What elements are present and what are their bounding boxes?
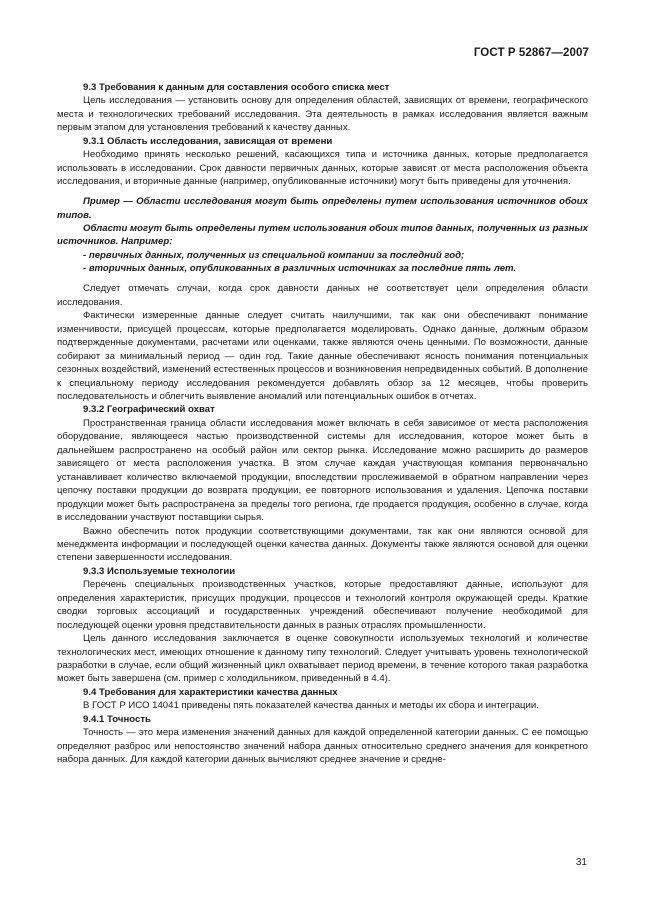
page-number: 31 (575, 857, 587, 868)
section-heading: 9.3 Требования к данным для составления особого списка мест (83, 82, 390, 93)
paragraph: Пространственная граница области исследования может включать в себя зависимое от места расположения оборудование, являющееся частью производственной системы для исследования, которое может быть в дальнейшем распространено на особый район или сектор рынка. Исследование можно расширить до размеров зависящего от места расположения участка. В этом случае каждая участвующая компания первоначально устанавливает количество включаемой продукции, впоследствии прослеживаемой в обратном направлении через цепочку поставки продукции до возврата продукции, ее повторного использования и удаления. Цепочка поставки продукции может быть распространена за пределы того региона, где продается продукция, особенно в случае, когда в исследовании участвуют поставщики сырья. (57, 417, 588, 524)
section-heading: 9.4.1 Точность (83, 713, 151, 725)
paragraph: Необходимо принять несколько решений, касающихся типа и источника данных, которые предполагается использовать в исследовании. Срок давности первичных данных, которые зависят от места расположения объекта исследования, и вторичные данные (например, опубликованные источники) могут быть приведены для уточнения. (57, 149, 588, 188)
example-list-item: - вторичных данных, опубликованных в различных источниках за последние пять лет. (83, 263, 517, 275)
paragraph: Цель исследования — установить основу для определения областей, зависящих от времени, географического места и технологических требований исследования. Эта деятельность в рамках исследования является важным первым этапом для установления требований к качеству данных. (57, 95, 588, 134)
paragraph: Фактически измеренные данные следует считать наилучшими, так как они обеспечивают понимание изменчивости, присущей процессам, которые предполагается моделировать. Однако данные, должным образом подтвержденные документами, расчетами или оценками, также являются очень ценными. По возможности, данные собирают за минимальный период — один год. Такие данные обеспечивают ясность понимания потенциальных сезонных воздействий, изменений естественных процессов и возникновения непредвиденных событий. В дополнение к специальному периоду исследования рекомендуется добавлять обзор за 12 месяцев, чтобы проверить последовательность и облегчить выявление аномалий или потенциальных ошибок в отчетах. (57, 310, 588, 402)
document-body (57, 81, 588, 767)
section-heading: 9.3.1 Область исследования, зависящая от времени (83, 135, 333, 147)
section-heading: 9.3.2 Географический охват (83, 404, 215, 416)
paragraph: Важно обеспечить поток продукции соответствующими документами, так как они являются основой для менеджмента информации и последующей оценки качества данных. Документы также являются основой для оценки степени завершенности исследования. (57, 525, 588, 564)
paragraph: Цель данного исследования заключается в оценке совокупности используемых технологий и количестве технологических мест, имеющих отношение к данному типу технологий. Следует учитывать уровень технологической разработки в случае, если общий жизненный цикл охватывает период времени, в течение которого такая разработка может быть завершена (см. пример с холодильником, приведенный в 4.4). (57, 633, 588, 685)
example-paragraph: Области могут быть определены путем использования обоих типов данных, полученных из разных источников. Например: (57, 223, 588, 248)
example-paragraph: Пример — Области исследования могут быть определены путем использования источников обоих типов. (57, 196, 588, 221)
paragraph: В ГОСТ Р ИСО 14041 приведены пять показателей качества данных и методы их сбора и интеграции. (83, 700, 539, 712)
paragraph: Следует отмечать случаи, когда срок давности данных не соответствует цели определения области исследования. (57, 283, 588, 308)
paragraph: Точность — это мера изменения значений данных для каждой определенной категории данных. С ее помощью определяют разброс или непостоянство значений набора данных относительно среднего значения для конкретного набора данных. Для каждой категории данных вычисляют среднее значение и средне- (57, 727, 588, 766)
standard-designation: ГОСТ Р 52867—2007 (473, 47, 589, 59)
paragraph: Перечень специальных производственных участков, которые предоставляют данные, используют для определения характеристик, присущих продукции, процессов и технологий контроля окружающей среды. Краткие сводки торговых ассоциаций и государственных учреждений обеспечивают получение необходимой для последующей оценки уровня представительности данных в разных отраслях промышленности. (57, 579, 588, 631)
section-heading: 9.3.3 Используемые технологии (83, 565, 236, 577)
example-list-item: - первичных данных, полученных из специальной компании за последний год; (83, 249, 465, 261)
section-heading: 9.4 Требования для характеристики качества данных (83, 686, 338, 698)
